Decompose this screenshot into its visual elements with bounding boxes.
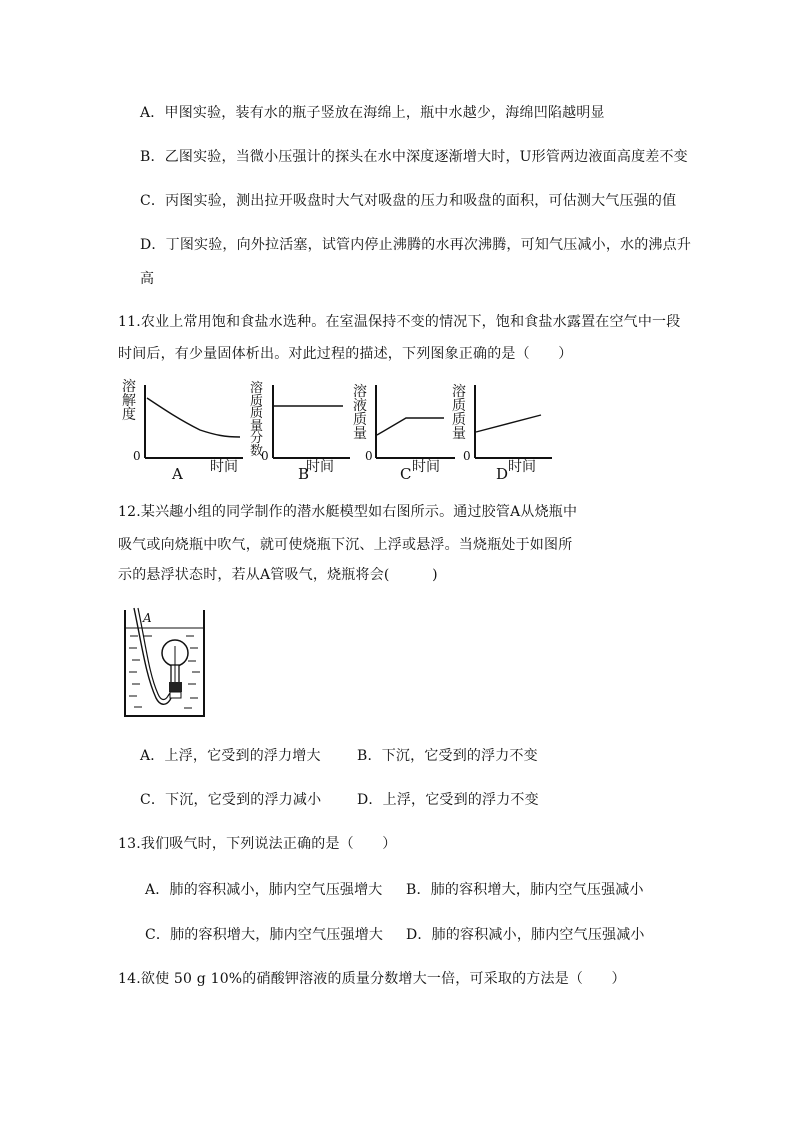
submarine-figure-svg — [120, 606, 210, 718]
q11-graph-d-svg — [0, 0, 794, 500]
q10-option-a: A．甲图实验，装有水的瓶子竖放在海绵上，瓶中水越少，海绵凹陷越明显 — [140, 105, 605, 121]
graph-d-origin: 0 — [463, 449, 471, 463]
graph-a-letter: A — [172, 465, 183, 483]
graph-c-origin: 0 — [365, 449, 373, 463]
q13-stem: 13.我们吸气时，下列说法正确的是（ ） — [118, 836, 397, 852]
q12-stem-line2: 吸气或向烧瓶中吹气，就可使烧瓶下沉、上浮或悬浮。当烧瓶处于如图所 — [118, 537, 573, 553]
graph-d-letter: D — [496, 465, 509, 483]
q14-stem: 14.欲使 50 g 10%的硝酸钾溶液的质量分数增大一倍，可采取的方法是（ ） — [118, 971, 626, 987]
q12-option-c: C．下沉，它受到的浮力减小 — [140, 792, 322, 808]
graph-c-xlabel: 时间 — [412, 459, 440, 475]
q13-option-c: C．肺的容积增大，肺内空气压强增大 — [145, 927, 384, 943]
graph-a-xlabel: 时间 — [210, 459, 238, 475]
flask-base — [170, 692, 181, 698]
graph-d-curve — [476, 415, 541, 432]
beaker-outline — [125, 610, 204, 716]
q12-option-d: D．上浮，它受到的浮力不变 — [357, 792, 539, 808]
q12-stem-line3: 示的悬浮状态时，若从A管吸气，烧瓶将会( ) — [118, 567, 438, 583]
flask-stopper — [169, 682, 182, 692]
graph-b-ylabel: 溶 质 质 量 分 数 — [250, 381, 264, 459]
graph-c-letter: C — [400, 465, 412, 483]
graph-c-ylabel: 溶 液 质 量 — [353, 384, 367, 442]
q13-option-d: D．肺的容积减小，肺内空气压强减小 — [406, 927, 645, 943]
graph-d-xlabel: 时间 — [508, 459, 536, 475]
q10-option-c: C．丙图实验，测出拉开吸盘时大气对吸盘的压力和吸盘的面积，可估测大气压强的值 — [140, 193, 677, 209]
q12-stem-line1: 12.某兴趣小组的同学制作的潜水艇模型如右图所示。通过胶管A从烧瓶中 — [118, 504, 578, 520]
q10-option-d-cont: 高 — [140, 271, 155, 287]
q12-option-b: B．下沉，它受到的浮力不变 — [357, 748, 538, 764]
graph-b-origin: 0 — [261, 449, 269, 463]
q12-option-a: A．上浮，它受到的浮力增大 — [140, 748, 321, 764]
graph-b-letter: B — [298, 465, 310, 483]
q11-stem-line1: 11.农业上常用饱和食盐水选种。在室温保持不变的情况下，饱和食盐水露置在空气中一段 — [118, 314, 681, 330]
q10-option-d: D．丁图实验，向外拉活塞，试管内停止沸腾的水再次沸腾，可知气压减小，水的沸点升 — [140, 237, 692, 253]
q11-stem-line2: 时间后，有少量固体析出。对此过程的描述，下列图象正确的是（ ） — [118, 346, 573, 362]
graph-a-origin: 0 — [133, 449, 141, 463]
tube-a-label: A — [143, 611, 152, 625]
q13-option-a: A．肺的容积减小，肺内空气压强增大 — [145, 882, 383, 898]
q13-option-b: B．肺的容积增大，肺内空气压强减小 — [406, 882, 644, 898]
graph-a-ylabel: 溶 解 度 — [122, 379, 136, 423]
graph-b-xlabel: 时间 — [306, 459, 334, 475]
q10-option-b: B．乙图实验，当微小压强计的探头在水中深度逐渐增大时，U形管两边液面高度差不变 — [140, 149, 688, 165]
graph-d-ylabel: 溶 质 质 量 — [452, 384, 466, 442]
